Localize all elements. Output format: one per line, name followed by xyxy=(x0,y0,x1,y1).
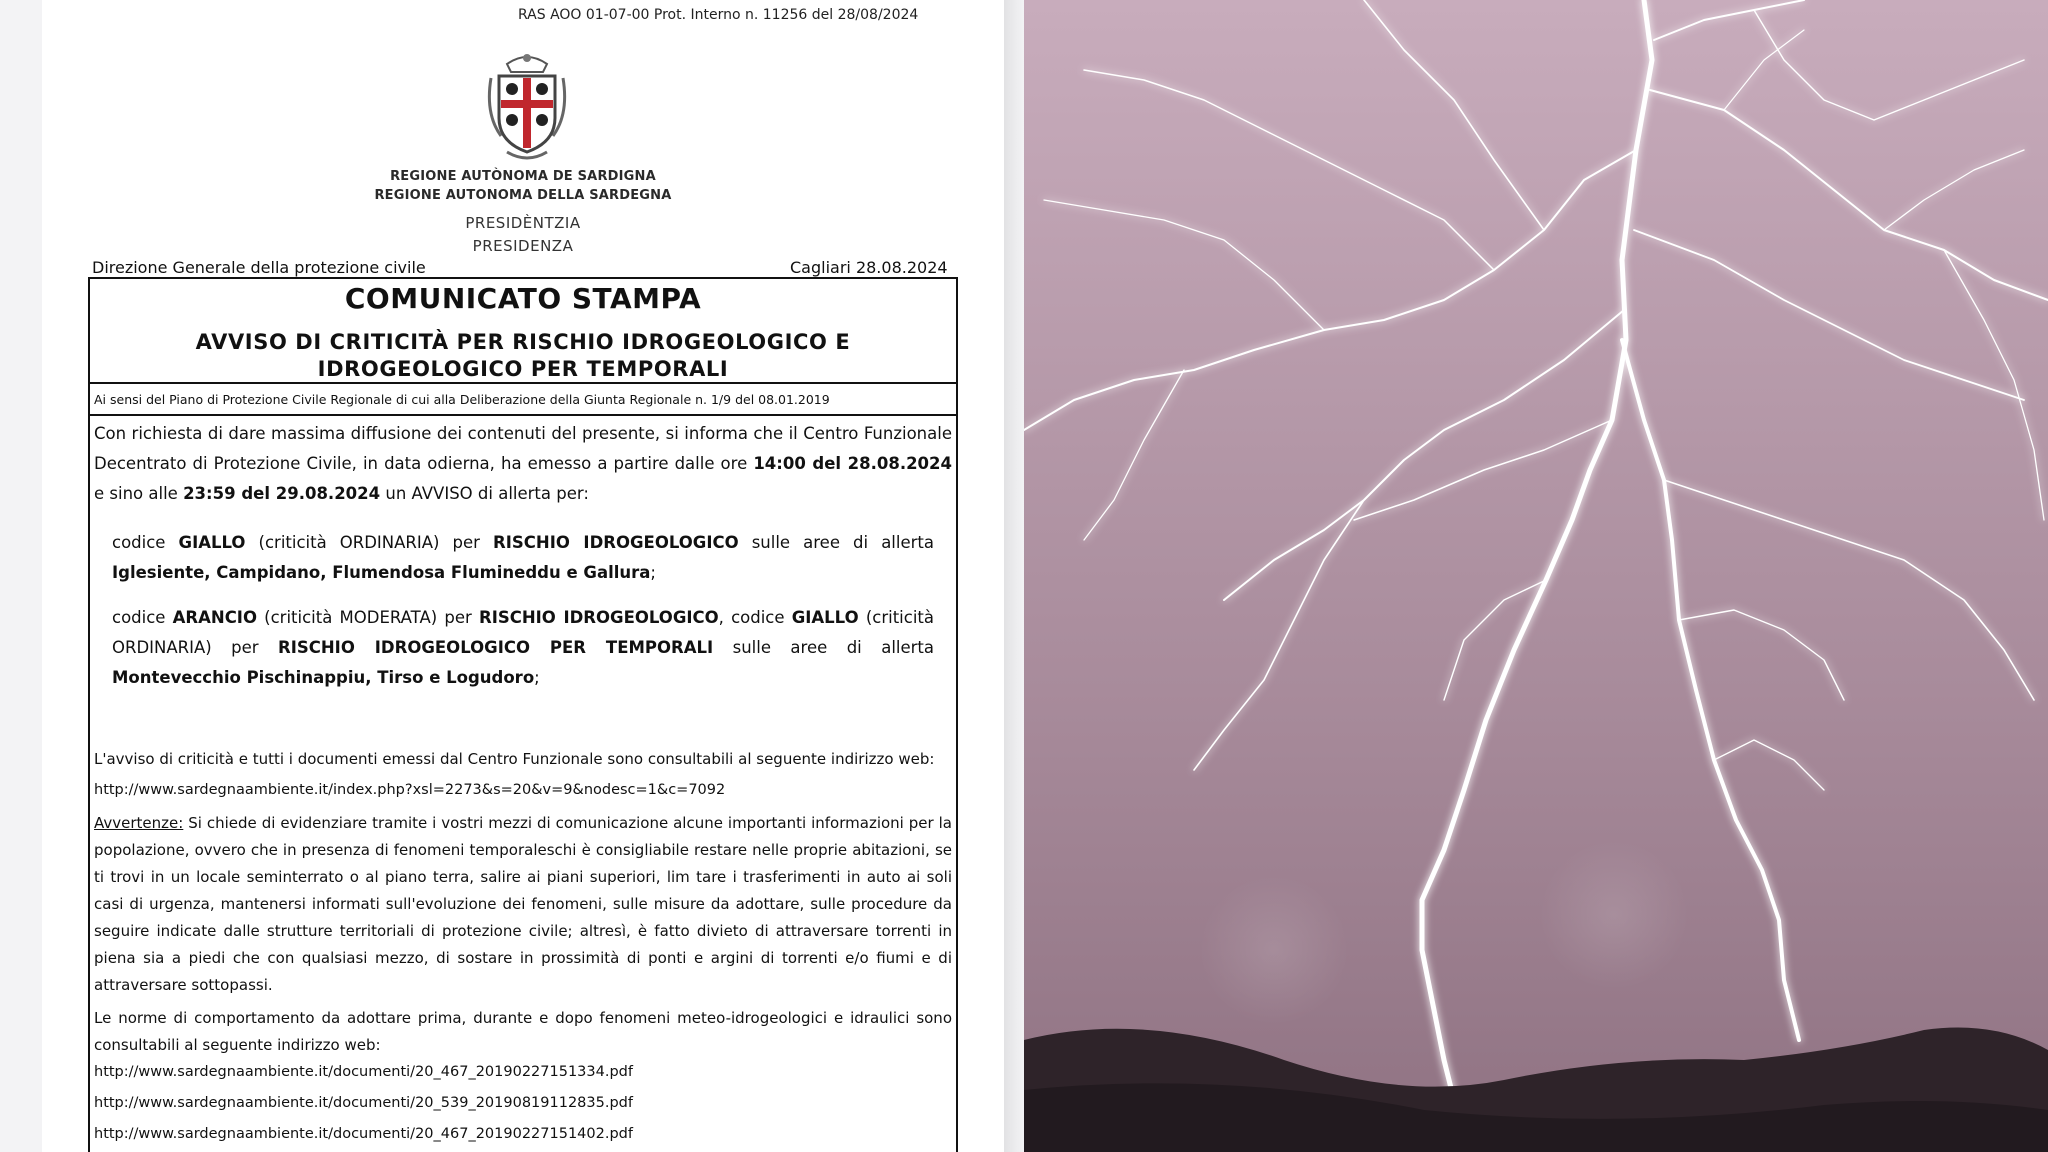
lens-flare xyxy=(1539,840,1689,990)
alert-item-yellow xyxy=(112,528,934,588)
alert-start-time: 14:00 del 28.08.2024 xyxy=(753,454,953,473)
alert-code-yellow: GIALLO xyxy=(178,533,246,552)
lens-flare xyxy=(1199,875,1349,1025)
subtitle-line-2: IDROGEOLOGICO PER TEMPORALI xyxy=(317,357,729,381)
region-name-italian: REGIONE AUTONOMA DELLA SARDEGNA xyxy=(374,188,672,203)
alert-risk: RISCHIO IDROGEOLOGICO xyxy=(478,608,719,627)
alert-text: (criticità MODERATA) per xyxy=(264,608,472,627)
panel-divider xyxy=(1004,0,1024,1152)
pdf-link[interactable]: http://www.sardegnaambiente.it/documenti/20_539_20190819112835.pdf xyxy=(94,1095,633,1111)
alert-code-yellow: GIALLO xyxy=(791,608,859,627)
alert-text: , codice xyxy=(718,608,785,627)
intro-text: e sino alle xyxy=(94,484,178,503)
alert-risk: RISCHIO IDROGEOLOGICO xyxy=(493,533,739,552)
place-date: Cagliari 28.08.2024 xyxy=(790,258,948,277)
alert-code-orange: ARANCIO xyxy=(172,608,257,627)
announcement-frame xyxy=(88,277,958,1152)
pdf-link[interactable]: http://www.sardegnaambiente.it/documenti/20_467_20190227151402.pdf xyxy=(94,1126,633,1142)
warnings-label: Avvertenze: xyxy=(94,814,184,832)
lightning-storm-photo-icon xyxy=(1024,0,2048,1152)
web-link[interactable]: http://www.sardegnaambiente.it/index.php?xsl=2273&s=20&v=9&nodesc=1&c=7092 xyxy=(94,782,726,798)
web-notice: L'avviso di criticità e tutti i documenti emessi dal Centro Funzionale sono consultabili al seguente indirizzo web: xyxy=(94,750,935,768)
intro-text: Con richiesta di dare massima diffusione dei contenuti del presente, si informa che il Centro Funzionale Decentrato di Protezione Civile, in data odierna, ha emesso a partire dalle ore xyxy=(94,424,952,473)
warnings-text: Si chiede di evidenziare tramite i vostri mezzi di comunicazione alcune importanti informazioni per la popolazione, ovvero che in presenza di fenomeni temporaleschi è consigliabile restare nelle proprie abitazioni, se ti trovi in un locale seminterrato o al piano terra, salire ai piani superiori, lim tare i trasferimenti in auto ai soli casi di urgenza, mantenersi informati sull'evoluzione dei fenomeni, sulle misure da adottare, sulle procedure da seguire indicate dalle strutture territoriali di protezione civile; altresì, è fatto divieto di attraversare torrenti in piena sia a piedi che con qualsiasi mezzo, di sostare in prossimità di ponti e argini di torrenti e/o fiumi e di attraversare sottopassi. xyxy=(94,814,952,994)
alert-areas: Montevecchio Pischinappiu, Tirso e Logudoro xyxy=(112,668,535,687)
presidency-italian: PRESIDENZA xyxy=(472,237,574,255)
press-release-document xyxy=(42,0,1004,1152)
alert-text: codice xyxy=(112,533,166,552)
subtitle-line-1: AVVISO DI CRITICITÀ PER RISCHIO IDROGEOLOGICO E xyxy=(195,330,851,354)
alert-areas: Iglesiente, Campidano, Flumendosa Flumineddu e Gallura xyxy=(112,563,651,582)
document-title: COMUNICATO STAMPA xyxy=(344,282,702,315)
pdf-link[interactable]: http://www.sardegnaambiente.it/documenti/20_467_20190227151334.pdf xyxy=(94,1064,633,1080)
sky xyxy=(1024,0,2048,1152)
alert-text: sulle aree di allerta xyxy=(751,533,934,552)
alert-risk: RISCHIO IDROGEOLOGICO PER TEMPORALI xyxy=(278,638,714,657)
sardinia-coat-of-arms-icon xyxy=(477,44,577,164)
intro-paragraph xyxy=(94,419,952,509)
protocol-number: RAS AOO 01-07-00 Prot. Interno n. 11256 del 28/08/2024 xyxy=(518,7,919,23)
alert-end-time: 23:59 del 29.08.2024 xyxy=(183,484,381,503)
lightning-storm-photo xyxy=(1024,0,2048,1152)
alert-text: codice xyxy=(112,608,166,627)
alert-text: (criticità ORDINARIA) per xyxy=(258,533,480,552)
divider xyxy=(90,414,956,416)
region-name-sardinian: REGIONE AUTÒNOMA DE SARDIGNA xyxy=(390,169,656,184)
rules-paragraph: Le norme di comportamento da adottare prima, durante e dopo fenomeni meteo-idrogeologici e idraulici sono consultabili al seguente indirizzo web: xyxy=(94,1009,952,1054)
divider xyxy=(90,382,956,384)
warnings-paragraph xyxy=(94,810,952,999)
alert-text: ; xyxy=(534,668,540,687)
presidency-sardinian: PRESIDÈNTZIA xyxy=(465,214,581,232)
alert-text: (criticità ORDINARIA) per xyxy=(112,608,934,657)
alert-text: ; xyxy=(650,563,656,582)
intro-text: un AVVISO di allerta per: xyxy=(385,484,589,503)
legal-basis: Ai sensi del Piano di Protezione Civile Regionale di cui alla Deliberazione della Giunta Regionale n. 1/9 del 08.01.2019 xyxy=(94,392,830,407)
alert-text: sulle aree di allerta xyxy=(732,638,934,657)
department-name: Direzione Generale della protezione civile xyxy=(92,258,426,277)
alert-item-orange xyxy=(112,603,934,693)
